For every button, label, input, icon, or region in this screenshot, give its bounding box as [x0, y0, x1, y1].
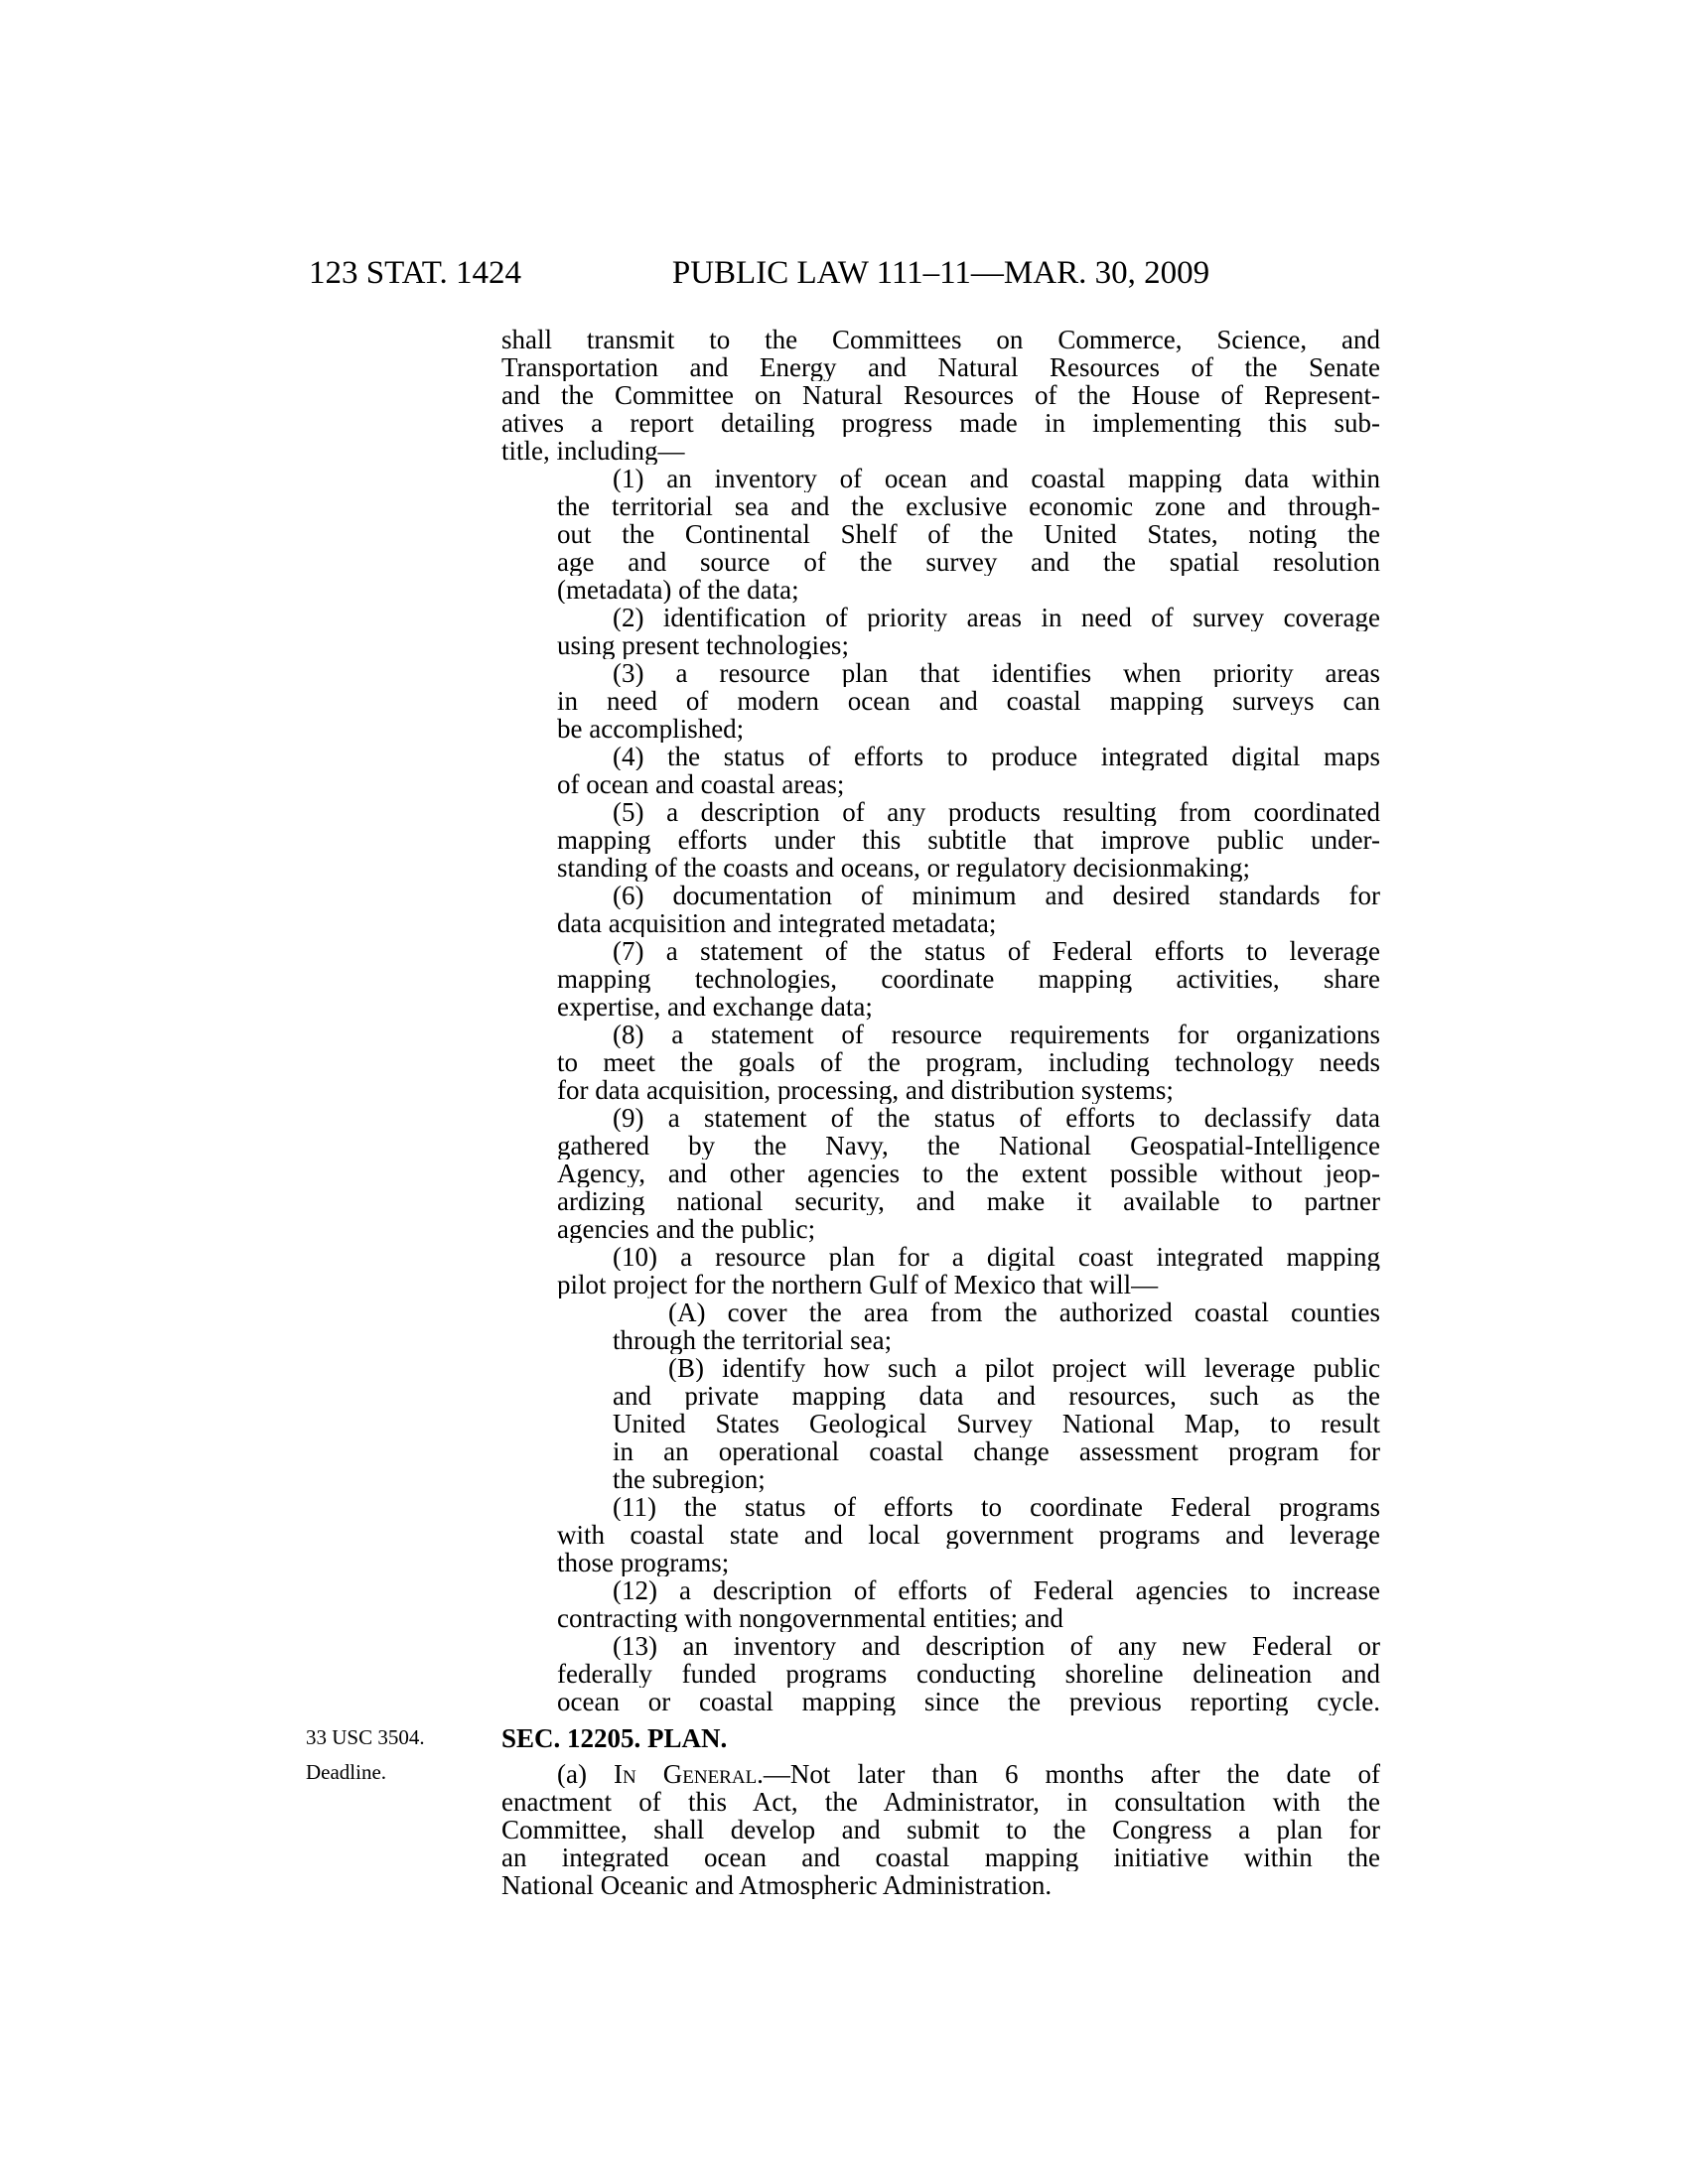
- item-12: [501, 1576, 1380, 1632]
- body-text-column: [501, 326, 1380, 1715]
- item-1: [501, 465, 1380, 604]
- text-line: gathered by the Navy, the National Geospatial-Intelligence: [557, 1132, 1380, 1160]
- text-segment: (a): [557, 1760, 614, 1788]
- item-6: [501, 882, 1380, 937]
- text-line: out the Continental Shelf of the United States, noting the: [557, 520, 1380, 548]
- text-line: (2) identification of priority areas in need of survey coverage: [613, 604, 1380, 631]
- law-title-header: PUBLIC LAW 111–11—MAR. 30, 2009: [671, 255, 1210, 291]
- text-line: (metadata) of the data;: [557, 576, 799, 604]
- text-line: (10) a resource plan for a digital coast integrated mapping: [613, 1243, 1380, 1271]
- item-13: [501, 1632, 1380, 1715]
- text-segment: .—Not later than 6 months after the date of: [757, 1760, 1380, 1788]
- text-line: through the territorial sea;: [613, 1326, 893, 1354]
- text-line: (12) a description of efforts of Federal agencies to increase: [613, 1576, 1380, 1604]
- subitem-A: [501, 1298, 1380, 1354]
- text-line: [501, 1760, 1380, 1788]
- text-line: (8) a statement of resource requirements for organizations: [613, 1021, 1380, 1048]
- text-line: (5) a description of any products resulting from coordinated: [613, 798, 1380, 826]
- text-line: National Oceanic and Atmospheric Administration.: [501, 1871, 1053, 1899]
- text-line: expertise, and exchange data;: [557, 993, 873, 1021]
- text-line: mapping efforts under this subtitle that improve public under-: [557, 826, 1380, 854]
- text-line: ocean or coastal mapping since the previous reporting cycle.: [557, 1688, 1380, 1715]
- text-line: (11) the status of efforts to coordinate Federal programs: [613, 1493, 1380, 1521]
- margin-note-usc-citation: 33 USC 3504.: [306, 1725, 425, 1749]
- text-line: an integrated ocean and coastal mapping initiative within the: [501, 1843, 1380, 1871]
- text-line: to meet the goals of the program, including technology needs: [557, 1048, 1380, 1076]
- text-line: in need of modern ocean and coastal mapping surveys can: [557, 687, 1380, 715]
- section-heading: SEC. 12205. PLAN.: [501, 1723, 728, 1753]
- text-line: (A) cover the area from the authorized coastal counties: [668, 1298, 1380, 1326]
- item-11: [501, 1493, 1380, 1576]
- text-line: the territorial sea and the exclusive economic zone and through-: [557, 492, 1380, 520]
- item-4: [501, 743, 1380, 798]
- text-line: (1) an inventory of ocean and coastal mapping data within: [613, 465, 1380, 492]
- text-line: in an operational coastal change assessment program for: [613, 1437, 1380, 1465]
- plan-paragraph-a: [501, 1760, 1380, 1899]
- stat-citation: 123 STAT. 1424: [309, 255, 522, 291]
- text-line: pilot project for the northern Gulf of Mexico that will—: [557, 1271, 1159, 1298]
- text-line: enactment of this Act, the Administrator, in consultation with the: [501, 1788, 1380, 1816]
- text-line: (B) identify how such a pilot project will leverage public: [668, 1354, 1380, 1382]
- text-line: shall transmit to the Committees on Commerce, Science, and: [501, 326, 1380, 353]
- text-line: contracting with nongovernmental entities; and: [557, 1604, 1063, 1632]
- text-line: the subregion;: [613, 1465, 766, 1493]
- text-line: be accomplished;: [557, 715, 745, 743]
- text-line: atives a report detailing progress made in implementing this sub-: [501, 409, 1380, 437]
- text-line: (6) documentation of minimum and desired standards for: [613, 882, 1380, 909]
- plan-paragraph: [501, 1760, 1380, 1899]
- item-10: [501, 1243, 1380, 1298]
- text-line: for data acquisition, processing, and distribution systems;: [557, 1076, 1174, 1104]
- item-7: [501, 937, 1380, 1021]
- text-line: (9) a statement of the status of efforts to declassify data: [613, 1104, 1380, 1132]
- text-line: age and source of the survey and the spatial resolution: [557, 548, 1380, 576]
- text-line: United States Geological Survey National Map, to result: [613, 1410, 1380, 1437]
- text-line: (7) a statement of the status of Federal efforts to leverage: [613, 937, 1380, 965]
- text-line: those programs;: [557, 1549, 730, 1576]
- text-line: and the Committee on Natural Resources of the House of Represent-: [501, 381, 1380, 409]
- text-line: Committee, shall develop and submit to the Congress a plan for: [501, 1816, 1380, 1843]
- item-5: [501, 798, 1380, 882]
- text-line: ardizing national security, and make it available to partner: [557, 1187, 1380, 1215]
- text-line: using present technologies;: [557, 631, 849, 659]
- text-line: of ocean and coastal areas;: [557, 770, 845, 798]
- text-line: data acquisition and integrated metadata;: [557, 909, 997, 937]
- text-line: mapping technologies, coordinate mapping activities, share: [557, 965, 1380, 993]
- subitem-B: [501, 1354, 1380, 1493]
- text-line: agencies and the public;: [557, 1215, 816, 1243]
- text-line: (4) the status of efforts to produce integrated digital maps: [613, 743, 1380, 770]
- item-3: [501, 659, 1380, 743]
- item-9: [501, 1104, 1380, 1243]
- text-line: standing of the coasts and oceans, or regulatory decisionmaking;: [557, 854, 1251, 882]
- text-line: title, including—: [501, 437, 685, 465]
- intro-paragraph: [501, 326, 1380, 465]
- text-line: (3) a resource plan that identifies when priority areas: [613, 659, 1380, 687]
- small-caps-text: In General: [614, 1760, 758, 1788]
- margin-note-deadline: Deadline.: [306, 1760, 387, 1784]
- text-line: Agency, and other agencies to the extent possible without jeop-: [557, 1160, 1380, 1187]
- item-8: [501, 1021, 1380, 1104]
- text-line: federally funded programs conducting shoreline delineation and: [557, 1660, 1380, 1688]
- item-2: [501, 604, 1380, 659]
- text-line: (13) an inventory and description of any new Federal or: [613, 1632, 1380, 1660]
- text-line: Transportation and Energy and Natural Resources of the Senate: [501, 353, 1380, 381]
- text-line: and private mapping data and resources, such as the: [613, 1382, 1380, 1410]
- text-line: with coastal state and local government programs and leverage: [557, 1521, 1380, 1549]
